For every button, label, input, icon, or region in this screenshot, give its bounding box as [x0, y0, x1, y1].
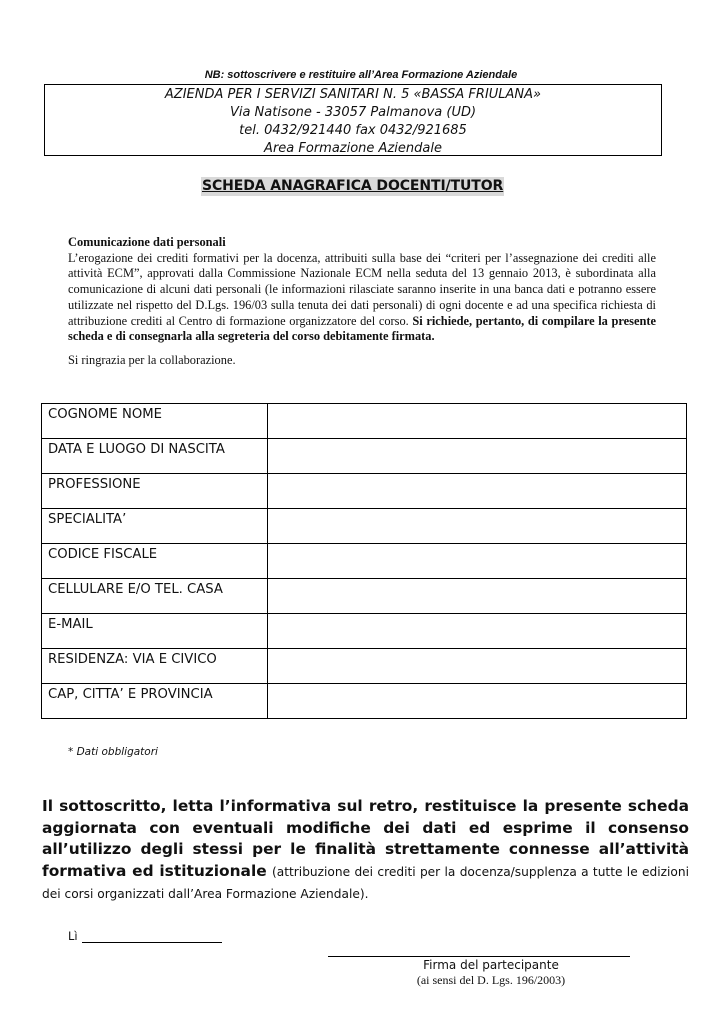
organization-address: Via Natisone - 33057 Palmanova (UD): [229, 105, 477, 120]
signature-line[interactable]: [328, 956, 630, 957]
personal-data-table: [41, 403, 687, 719]
field-value-email[interactable]: [268, 614, 687, 649]
organization-contacts: tel. 0432/921440 fax 0432/921685: [239, 123, 467, 138]
consent-declaration: [42, 796, 689, 906]
field-value-residenza[interactable]: [268, 649, 687, 684]
organization-name: AZIENDA PER I SERVIZI SANITARI N. 5 «BASSA FRIULANA»: [164, 87, 542, 102]
field-label: SPECIALITA’: [42, 509, 268, 544]
field-label: RESIDENZA: VIA E CIVICO: [42, 649, 268, 684]
page-title: SCHEDA ANAGRAFICA DOCENTI/TUTOR: [202, 178, 504, 194]
field-value-cap-citta-provincia[interactable]: [268, 684, 687, 719]
consent-statement: Il sottoscritto, letta l’informativa sul retro, restituisce la presente scheda aggiornata con eventuali modifiche dei dati ed esprime il consenso all’utilizzo degli stessi per le finalità strettamente connesse all’attività formativa ed istituzionale: [42, 797, 689, 880]
privacy-paragraph: [68, 251, 656, 345]
field-label: CELLULARE E/O TEL. CASA: [42, 579, 268, 614]
mandatory-note: * Dati obbligatori: [68, 746, 158, 758]
field-value-codice-fiscale[interactable]: [268, 544, 687, 579]
field-label: COGNOME NOME: [42, 404, 268, 439]
place-date-field: [68, 929, 222, 943]
signature-note: (ai sensi del D. Lgs. 196/2003): [416, 973, 566, 987]
table-row: [42, 579, 687, 614]
privacy-thanks: Si ringrazia per la collaborazione.: [68, 352, 236, 367]
consent-details: (attribuzione dei crediti per la docenza/supplenza a tutte le edizioni dei corsi organizzati dall’Area Formazione Aziendale).: [42, 864, 689, 901]
privacy-notice: [68, 235, 656, 369]
table-row: [42, 614, 687, 649]
field-value-cognome-nome[interactable]: [268, 404, 687, 439]
table-row: [42, 544, 687, 579]
field-label: DATA E LUOGO DI NASCITA: [42, 439, 268, 474]
privacy-body: L’erogazione dei crediti formativi per la docenza, attribuiti sulla base dei “criteri per l’assegnazione dei crediti alle attività ECM”, approvati dalla Commissione Nazionale ECM nella seduta del 13 gennaio 2013, è subordinata alla comunicazione di alcuni dati personali (le informazioni rilasciate saranno inserite in una banca dati e potranno essere utilizzate nel rispetto del D.Lgs. 196/03 sulla tenuta dei dati personali) di ogni docente e ad una specifica richiesta di attribuzione crediti al Centro di formazione organizzatore del corso.: [68, 250, 656, 328]
field-label: PROFESSIONE: [42, 474, 268, 509]
field-label: E-MAIL: [42, 614, 268, 649]
table-row: [42, 509, 687, 544]
place-label: Lì: [68, 929, 78, 943]
signature-label: Firma del partecipante: [423, 958, 559, 972]
field-value-data-luogo-nascita[interactable]: [268, 439, 687, 474]
field-value-telefono[interactable]: [268, 579, 687, 614]
field-value-professione[interactable]: [268, 474, 687, 509]
place-date-input-line[interactable]: [82, 931, 222, 943]
table-row: [42, 649, 687, 684]
privacy-heading: Comunicazione dati personali: [68, 235, 226, 249]
field-label: CODICE FISCALE: [42, 544, 268, 579]
table-row: [42, 404, 687, 439]
nb-note: NB: sottoscrivere e restituire all’Area Formazione Aziendale: [204, 69, 518, 81]
field-label: CAP, CITTA’ E PROVINCIA: [42, 684, 268, 719]
table-row: [42, 684, 687, 719]
table-row: [42, 474, 687, 509]
organization-department: Area Formazione Aziendale: [264, 141, 442, 156]
table-row: [42, 439, 687, 474]
organization-header: [44, 84, 662, 156]
field-value-specialita[interactable]: [268, 509, 687, 544]
privacy-request: Si richiede, pertanto, di compilare la presente scheda e di consegnarla alla segreteria del corso debitamente firmata.: [68, 313, 656, 344]
